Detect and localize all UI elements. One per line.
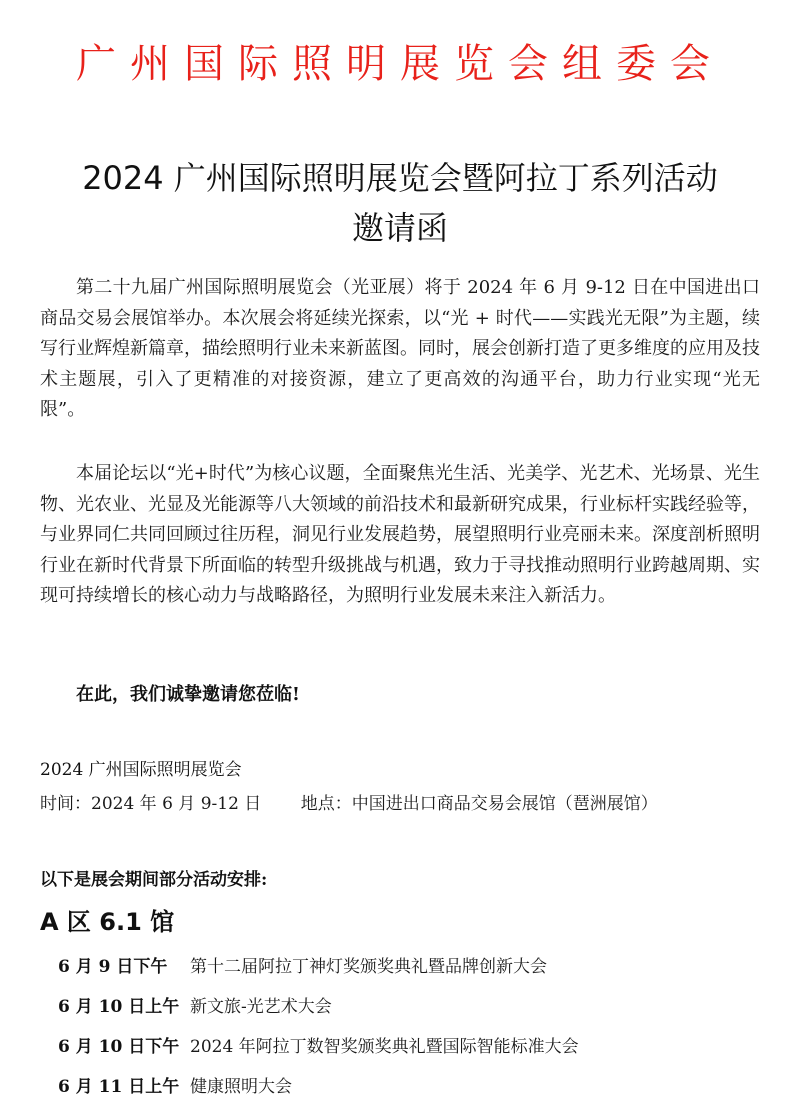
zone-heading: A 区 6.1 馆 bbox=[40, 908, 175, 936]
expo-time: 时间：2024 年 6 月 9-12 日 bbox=[40, 794, 262, 814]
expo-place: 地点：中国进出口商品交易会展馆（琶洲展馆） bbox=[300, 794, 658, 814]
forum-paragraph: 本届论坛以“光+时代”为核心议题，全面聚焦光生活、光美学、光艺术、光场景、光生物、光农业、光显及光能源等八大领域的前沿技术和最新研究成果，行业标杆实践经验等，与业界同仁共同回顾过往历程，洞见行业发展趋势，展望照明行业亮丽未来。深度剖析照明行业在新时代背景下所面临的转型升级挑战与机遇，致力于寻找推动照明行业跨越周期、实现可持续增长的核心动力与战略路径，为照明行业发展未来注入新活力。 bbox=[40, 463, 760, 606]
event-name: 健康照明大会 bbox=[190, 1077, 292, 1097]
expo-time-place bbox=[40, 790, 658, 818]
document-title: 2024 广州国际照明展览会暨阿拉丁系列活动 bbox=[82, 159, 718, 197]
event-date: 6 月 10 日下午 bbox=[58, 1037, 180, 1057]
event-list bbox=[58, 952, 778, 1112]
intro-paragraph: 第二十九届广州国际照明展览会（光亚展）将于 2024 年 6 月 9-12 日在中国进出口商品交易会展馆举办。本次展会将延续光探索，以“光 + 时代——实践光无限”为主题，续写行业辉煌新篇章，描绘照明行业未来新蓝图。同时，展会创新打造了更多维度的应用及技术主题展，引入了更精准的对接资源，建立了更高效的沟通平台，助力行业实现“光无限”。 bbox=[40, 277, 760, 420]
event-row bbox=[58, 952, 778, 992]
event-row bbox=[58, 1032, 778, 1072]
event-row bbox=[58, 1072, 778, 1112]
event-name: 第十二届阿拉丁神灯奖颁奖典礼暨品牌创新大会 bbox=[190, 957, 547, 977]
event-row bbox=[58, 992, 778, 1032]
event-date: 6 月 9 日下午 bbox=[58, 957, 168, 977]
event-date: 6 月 11 日上午 bbox=[58, 1077, 180, 1097]
event-name: 2024 年阿拉丁数智奖颁奖典礼暨国际智能标准大会 bbox=[190, 1037, 579, 1057]
schedule-intro: 以下是展会期间部分活动安排: bbox=[40, 870, 268, 890]
document-subtitle: 邀请函 bbox=[351, 209, 448, 247]
organizer-header: 广州国际照明展览会组委会 bbox=[76, 41, 724, 87]
event-date: 6 月 10 日上午 bbox=[58, 997, 180, 1017]
event-name: 新文旅-光艺术大会 bbox=[190, 997, 332, 1017]
invitation-line: 在此，我们诚挚邀请您莅临! bbox=[76, 684, 300, 705]
expo-name: 2024 广州国际照明展览会 bbox=[40, 760, 242, 780]
